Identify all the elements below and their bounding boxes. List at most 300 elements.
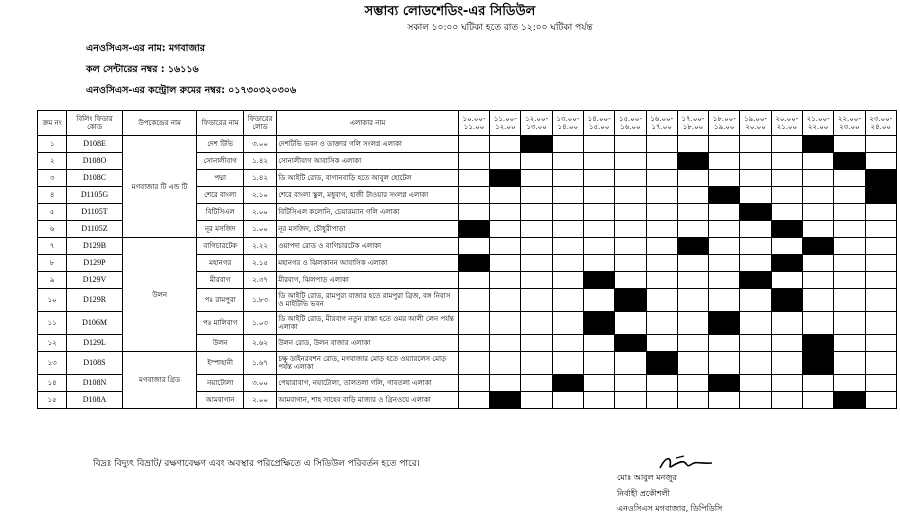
loadshed-slot-off bbox=[521, 187, 552, 204]
loadshed-slot-off bbox=[490, 221, 521, 238]
loadshed-slot-off bbox=[740, 392, 771, 409]
loadshed-slot-off bbox=[552, 221, 583, 238]
loadshed-slot-off bbox=[552, 255, 583, 272]
loadshed-slot-off bbox=[584, 289, 615, 312]
feeder-code-cell: D129R bbox=[67, 289, 123, 312]
serial-cell: ১৪ bbox=[38, 375, 67, 392]
loadshed-slot-off bbox=[490, 136, 521, 153]
time-slot-header: ১৯.০০- ২০.০০ bbox=[740, 111, 771, 136]
loadshed-slot-off bbox=[584, 238, 615, 255]
loadshed-slot-off bbox=[584, 204, 615, 221]
loadshed-slot-off bbox=[834, 335, 865, 352]
loadshed-slot-on bbox=[771, 221, 802, 238]
loadshed-slot-on bbox=[458, 255, 489, 272]
loadshed-slot-off bbox=[646, 255, 677, 272]
loadshed-slot-off bbox=[521, 204, 552, 221]
loadshed-slot-off bbox=[584, 187, 615, 204]
loadshed-slot-off bbox=[458, 204, 489, 221]
loadshed-slot-off bbox=[458, 312, 489, 335]
serial-cell: ৩ bbox=[38, 170, 67, 187]
loadshed-slot-on bbox=[677, 238, 708, 255]
feeder-load-cell: ১.০০ bbox=[243, 221, 276, 238]
feeder-code-cell: D1105G bbox=[67, 187, 123, 204]
feeder-name-cell: মীরবাগ bbox=[197, 272, 243, 289]
loadshed-slot-on bbox=[677, 153, 708, 170]
feeder-name-cell: পদ্মা bbox=[197, 170, 243, 187]
loadshed-slot-on bbox=[490, 170, 521, 187]
loadshed-slot-off bbox=[677, 272, 708, 289]
loadshed-slot-off bbox=[584, 255, 615, 272]
feeder-code-cell: D108E bbox=[67, 136, 123, 153]
serial-cell: ১৫ bbox=[38, 392, 67, 409]
loadshed-slot-on bbox=[802, 352, 833, 375]
loadshed-slot-off bbox=[584, 352, 615, 375]
loadshed-slot-off bbox=[771, 170, 802, 187]
time-slot-header: ১৫.০০- ১৬.০০ bbox=[615, 111, 646, 136]
loadshed-slot-off bbox=[865, 272, 896, 289]
loadshed-slot-off bbox=[521, 375, 552, 392]
loadshed-slot-off bbox=[458, 352, 489, 375]
loadshed-slot-on bbox=[802, 238, 833, 255]
loadshed-slot-off bbox=[865, 289, 896, 312]
area-cell: আমবাগান, শাহ সাহেব বাড়ি মাজার ও গ্রিনওয়ে এলাকা bbox=[277, 392, 459, 409]
feeder-name-cell: বিটিসিএল bbox=[197, 204, 243, 221]
control-room-number: এনওসিএস-এর কন্ট্রোল রুমের নম্বর: ০১৭৩০৩২০৩০৬ bbox=[86, 85, 297, 96]
serial-cell: ৪ bbox=[38, 187, 67, 204]
loadshed-slot-off bbox=[834, 312, 865, 335]
loadshed-slot-off bbox=[584, 153, 615, 170]
loadshed-slot-off bbox=[552, 187, 583, 204]
substation-cell: মগবাজার গ্রিড bbox=[122, 352, 197, 409]
substation-cell: উলন bbox=[122, 238, 197, 352]
feeder-load-cell: ১.৪২ bbox=[243, 153, 276, 170]
feeder-code-cell: D129L bbox=[67, 335, 123, 352]
feeder-name-cell: পঃ রামপুরা bbox=[197, 289, 243, 312]
loadshed-slot-off bbox=[740, 312, 771, 335]
loadshed-slot-off bbox=[834, 272, 865, 289]
loadshed-slot-on bbox=[584, 272, 615, 289]
loadshed-slot-on bbox=[740, 272, 771, 289]
loadshed-slot-off bbox=[834, 187, 865, 204]
loadshed-slot-off bbox=[802, 255, 833, 272]
feeder-name-cell: বাগিচারটেক bbox=[197, 238, 243, 255]
loadshed-slot-on bbox=[709, 187, 740, 204]
feeder-name-cell: নূর মসজিদ bbox=[197, 221, 243, 238]
loadshed-slot-off bbox=[584, 221, 615, 238]
time-slot-header: ১০.০০- ১১.০০ bbox=[458, 111, 489, 136]
loadshed-slot-off bbox=[646, 136, 677, 153]
loadshed-slot-off bbox=[490, 255, 521, 272]
loadshed-slot-off bbox=[677, 312, 708, 335]
loadshed-slot-off bbox=[521, 255, 552, 272]
loadshed-slot-off bbox=[646, 204, 677, 221]
loadshed-slot-off bbox=[677, 289, 708, 312]
serial-cell: ৫ bbox=[38, 204, 67, 221]
loadshed-slot-off bbox=[834, 289, 865, 312]
feeder-load-cell: ২.০০ bbox=[243, 392, 276, 409]
feeder-code-cell: D108O bbox=[67, 153, 123, 170]
loadshed-slot-off bbox=[521, 352, 552, 375]
loadshed-slot-off bbox=[865, 375, 896, 392]
loadshed-slot-on bbox=[615, 289, 646, 312]
feeder-code-cell: D1105T bbox=[67, 204, 123, 221]
loadshed-slot-off bbox=[646, 153, 677, 170]
loadshed-slot-off bbox=[740, 238, 771, 255]
loadshed-slot-off bbox=[865, 136, 896, 153]
feeder-name-cell: উলন bbox=[197, 335, 243, 352]
loadshed-slot-on bbox=[521, 136, 552, 153]
substation-cell: মগবাজার টি এন্ড টি bbox=[122, 136, 197, 238]
loadshed-slot-off bbox=[490, 238, 521, 255]
loadshed-slot-off bbox=[677, 335, 708, 352]
table-header-row bbox=[38, 111, 897, 136]
time-slot-header: ১৩.০০- ১৪.০০ bbox=[552, 111, 583, 136]
loadshed-slot-off bbox=[552, 312, 583, 335]
loadshed-slot-off bbox=[677, 392, 708, 409]
loadshed-slot-off bbox=[709, 352, 740, 375]
loadshed-slot-on bbox=[834, 392, 865, 409]
loadshed-slot-off bbox=[615, 352, 646, 375]
loadshed-slot-off bbox=[584, 136, 615, 153]
loadshed-slot-off bbox=[771, 392, 802, 409]
loadshed-slot-off bbox=[490, 272, 521, 289]
loadshed-slot-off bbox=[709, 392, 740, 409]
loadshed-slot-off bbox=[771, 335, 802, 352]
loadshed-slot-off bbox=[740, 136, 771, 153]
loadshed-slot-off bbox=[646, 170, 677, 187]
loadshed-slot-off bbox=[802, 170, 833, 187]
feeder-code-cell: D108S bbox=[67, 352, 123, 375]
loadshed-slot-off bbox=[740, 289, 771, 312]
loadshed-slot-off bbox=[865, 153, 896, 170]
loadshed-slot-off bbox=[521, 170, 552, 187]
loadshed-slot-off bbox=[865, 238, 896, 255]
area-cell: মীরবাগ, ঝিলপাড় এলাকা bbox=[277, 272, 459, 289]
feeder-load-cell: ২.২২ bbox=[243, 238, 276, 255]
serial-cell: ১৩ bbox=[38, 352, 67, 375]
time-slot-header: ২৩.০০- ২৪.০০ bbox=[865, 111, 896, 136]
loadshed-slot-off bbox=[646, 238, 677, 255]
loadshed-slot-off bbox=[802, 375, 833, 392]
loadshed-slot-off bbox=[865, 204, 896, 221]
signer-title: নির্বাহী প্রকৌশলী bbox=[617, 489, 670, 498]
area-cell: নূর মসজিদ, চৌধুরীপাড়া bbox=[277, 221, 459, 238]
table-row bbox=[38, 352, 897, 375]
loadshed-slot-off bbox=[646, 375, 677, 392]
loadshed-slot-off bbox=[709, 204, 740, 221]
feeder-name-cell: মহানগর bbox=[197, 255, 243, 272]
feeder-load-cell: ১.৬৭ bbox=[243, 352, 276, 375]
loadshed-slot-off bbox=[615, 272, 646, 289]
loadshed-slot-off bbox=[458, 289, 489, 312]
serial-cell: ৬ bbox=[38, 221, 67, 238]
serial-cell: ৮ bbox=[38, 255, 67, 272]
loadshed-slot-off bbox=[521, 392, 552, 409]
serial-cell: ২ bbox=[38, 153, 67, 170]
loadshed-slot-off bbox=[458, 153, 489, 170]
loadshed-slot-off bbox=[709, 153, 740, 170]
loadshed-slot-off bbox=[552, 392, 583, 409]
loadshed-slot-on bbox=[865, 187, 896, 204]
loadshed-slot-off bbox=[802, 204, 833, 221]
loadshed-slot-off bbox=[834, 255, 865, 272]
loadshed-slot-off bbox=[490, 187, 521, 204]
page-title: সম্ভাব্য লোডশেডিং-এর সিডিউল bbox=[364, 4, 536, 19]
loadshed-slot-off bbox=[552, 335, 583, 352]
loadshed-slot-off bbox=[802, 153, 833, 170]
page-subtitle: সকাল ১০:০০ ঘটিকা হতে রাত ১২:০০ ঘটিকা পর্যন্ত bbox=[407, 23, 593, 33]
loadshed-slot-off bbox=[490, 153, 521, 170]
signer-name: মোঃ আবুল মনজুর bbox=[617, 473, 677, 482]
loadshed-slot-off bbox=[615, 375, 646, 392]
area-cell: উলন রোড, উলন বাজার এলাকা bbox=[277, 335, 459, 352]
loadshed-slot-off bbox=[615, 392, 646, 409]
loadshed-slot-on bbox=[552, 375, 583, 392]
loadshed-slot-off bbox=[677, 136, 708, 153]
feeder-name-cell: পঃ মালিবাগ bbox=[197, 312, 243, 335]
loadshed-slot-on bbox=[865, 170, 896, 187]
loadshed-slot-off bbox=[458, 335, 489, 352]
loadshed-slot-off bbox=[615, 238, 646, 255]
loadshed-slot-off bbox=[552, 170, 583, 187]
loadshed-slot-off bbox=[802, 392, 833, 409]
loadshed-slot-off bbox=[740, 170, 771, 187]
loadshed-slot-off bbox=[709, 289, 740, 312]
feeder-code-cell: D129V bbox=[67, 272, 123, 289]
area-cell: সোনালীবাগ আবাসিক এলাকা bbox=[277, 153, 459, 170]
loadshed-slot-off bbox=[709, 255, 740, 272]
loadshed-slot-off bbox=[771, 312, 802, 335]
loadshed-slot-off bbox=[771, 204, 802, 221]
loadshed-slot-off bbox=[615, 170, 646, 187]
area-cell: ওয়াপদা রোড ও বাগিচারটেক এলাকা bbox=[277, 238, 459, 255]
loadshed-slot-on bbox=[771, 255, 802, 272]
loadshed-slot-off bbox=[521, 312, 552, 335]
loadshed-slot-off bbox=[615, 312, 646, 335]
loadshed-slot-on bbox=[646, 352, 677, 375]
loadshed-slot-off bbox=[584, 392, 615, 409]
loadshed-slot-off bbox=[646, 187, 677, 204]
loadshed-slot-off bbox=[677, 352, 708, 375]
loadshed-slot-off bbox=[771, 238, 802, 255]
loadshed-slot-off bbox=[615, 255, 646, 272]
loadshed-slot-off bbox=[615, 204, 646, 221]
feeder-name-cell: ইস্পাহানী bbox=[197, 352, 243, 375]
loadshed-slot-off bbox=[552, 289, 583, 312]
time-slot-header: ১৪.০০- ১৫.০০ bbox=[584, 111, 615, 136]
feeder-load-cell: ১.০৩ bbox=[243, 312, 276, 335]
time-slot-header: ১১.০০- ১২.০০ bbox=[490, 111, 521, 136]
feeder-name-cell: নয়াটোলা bbox=[197, 375, 243, 392]
time-slot-header: ১২.০০- ১৩.০০ bbox=[521, 111, 552, 136]
loadshed-slot-off bbox=[646, 312, 677, 335]
area-cell: ডি আইটি রোড, মীরবাগ নতুন রাস্তা হতে ওমর আলী লেন পর্যন্ত এলাকা bbox=[277, 312, 459, 335]
feeder-code-cell: D129P bbox=[67, 255, 123, 272]
loadshed-slot-off bbox=[615, 136, 646, 153]
loadshed-slot-on bbox=[740, 204, 771, 221]
col-header-serial: ক্রম নং bbox=[38, 111, 67, 136]
loadshed-slot-off bbox=[771, 272, 802, 289]
area-cell: পেয়ারাবাগ, নয়াটোলা, তালতলা গলি, গাবতলা এলাকা bbox=[277, 375, 459, 392]
loadshed-slot-off bbox=[802, 272, 833, 289]
loadshed-slot-off bbox=[552, 272, 583, 289]
feeder-load-cell: ৩.০০ bbox=[243, 375, 276, 392]
loadshed-slot-off bbox=[865, 255, 896, 272]
loadshed-slot-off bbox=[490, 375, 521, 392]
loadshed-slot-off bbox=[615, 187, 646, 204]
loadshed-slot-off bbox=[552, 238, 583, 255]
loadshed-slot-off bbox=[740, 153, 771, 170]
loadshed-slot-on bbox=[709, 375, 740, 392]
loadshed-slot-off bbox=[646, 335, 677, 352]
loadshed-slot-off bbox=[521, 238, 552, 255]
table-row bbox=[38, 238, 897, 255]
loadshed-slot-off bbox=[771, 136, 802, 153]
footnote: বিদ্রঃ বিদ্যুৎ বিভ্রাট/ রক্ষণাবেক্ষণ এবং অবস্থার পরিপ্রেক্ষিতে এ সিডিউল পরিবর্তন হতে পারে। bbox=[93, 459, 420, 469]
loadshed-slot-off bbox=[677, 221, 708, 238]
loadshed-slot-off bbox=[709, 335, 740, 352]
loadshed-slot-off bbox=[834, 204, 865, 221]
loadshed-slot-off bbox=[834, 136, 865, 153]
signature-image bbox=[656, 452, 716, 474]
loadshed-slot-off bbox=[740, 335, 771, 352]
loadshed-slot-off bbox=[834, 238, 865, 255]
loadshed-slot-off bbox=[521, 289, 552, 312]
feeder-load-cell: ১.৮৩ bbox=[243, 289, 276, 312]
feeder-load-cell: ২.৬২ bbox=[243, 335, 276, 352]
loadshed-slot-off bbox=[521, 221, 552, 238]
loadshed-slot-on bbox=[584, 312, 615, 335]
feeder-code-cell: D1105Z bbox=[67, 221, 123, 238]
col-header-feeder-load: ফিডারের লোড bbox=[243, 111, 276, 136]
loadshed-slot-off bbox=[646, 272, 677, 289]
area-cell: শেরে বাংলা স্কুল, মধুবাগ, হাজী টাওয়ার সংলগ্ন এলাকা bbox=[277, 187, 459, 204]
loadshed-slot-off bbox=[802, 289, 833, 312]
loadshed-slot-off bbox=[709, 136, 740, 153]
area-cell: ডি আইটি রোড, রামপুরা বাজার হতে রামপুরা ব্রিজ, বঙ্গ নিবাস ও মাইটিভি ভবন bbox=[277, 289, 459, 312]
loadshed-slot-off bbox=[834, 170, 865, 187]
feeder-name-cell: দেশ টিভি bbox=[197, 136, 243, 153]
loadshed-slot-off bbox=[521, 153, 552, 170]
loadshed-slot-off bbox=[771, 153, 802, 170]
loadshed-slot-off bbox=[740, 255, 771, 272]
signer-office: এনওসিএস মগবাজার, ডিপিডিসি bbox=[617, 504, 723, 513]
loadshed-slot-off bbox=[802, 221, 833, 238]
serial-cell: ৯ bbox=[38, 272, 67, 289]
loadshed-slot-off bbox=[458, 392, 489, 409]
loadshed-slot-off bbox=[802, 187, 833, 204]
loadshed-slot-off bbox=[615, 221, 646, 238]
serial-cell: ১২ bbox=[38, 335, 67, 352]
loadshed-slot-off bbox=[458, 272, 489, 289]
loadshed-slot-off bbox=[771, 375, 802, 392]
loadshed-slot-on bbox=[802, 136, 833, 153]
loadshed-slot-off bbox=[490, 335, 521, 352]
loadshed-slot-off bbox=[458, 136, 489, 153]
loadshed-slot-off bbox=[709, 238, 740, 255]
loadshed-slot-off bbox=[677, 170, 708, 187]
loadshed-slot-off bbox=[615, 153, 646, 170]
area-cell: দেশটিভি ভবন ও ডাক্তার গলি সংলগ্ন এলাকা bbox=[277, 136, 459, 153]
loadshed-slot-off bbox=[865, 312, 896, 335]
feeder-code-cell: D106M bbox=[67, 312, 123, 335]
loadshed-slot-off bbox=[490, 312, 521, 335]
loadshed-slot-off bbox=[646, 221, 677, 238]
loadshed-slot-off bbox=[771, 352, 802, 375]
loadshed-slot-off bbox=[584, 375, 615, 392]
loadshed-slot-off bbox=[646, 392, 677, 409]
feeder-load-cell: ৩.০০ bbox=[243, 136, 276, 153]
loadshed-slot-off bbox=[490, 204, 521, 221]
loadshed-slot-off bbox=[709, 170, 740, 187]
loadshed-slot-off bbox=[552, 352, 583, 375]
loadshed-slot-on bbox=[771, 289, 802, 312]
loadshed-slot-off bbox=[458, 375, 489, 392]
loadshed-slot-off bbox=[740, 352, 771, 375]
loadshed-slot-off bbox=[584, 170, 615, 187]
feeder-code-cell: D108N bbox=[67, 375, 123, 392]
loadshed-slot-off bbox=[740, 375, 771, 392]
loadshed-slot-off bbox=[834, 352, 865, 375]
feeder-name-cell: আমবাগান bbox=[197, 392, 243, 409]
feeder-load-cell: ২.১০ bbox=[243, 187, 276, 204]
loadshed-slot-off bbox=[584, 335, 615, 352]
loadshed-slot-off bbox=[521, 335, 552, 352]
loadshed-slot-off bbox=[552, 136, 583, 153]
feeder-code-cell: D129B bbox=[67, 238, 123, 255]
loadshed-slot-off bbox=[490, 352, 521, 375]
time-slot-header: ১৬.০০- ১৭.০০ bbox=[646, 111, 677, 136]
loadshed-slot-off bbox=[740, 221, 771, 238]
loadshed-slot-off bbox=[552, 153, 583, 170]
loadshed-slot-off bbox=[771, 187, 802, 204]
col-header-substation: উপকেন্দ্রের নাম bbox=[122, 111, 197, 136]
loadshed-slot-off bbox=[490, 289, 521, 312]
loadshed-slot-off bbox=[677, 255, 708, 272]
loadshed-slot-on bbox=[709, 312, 740, 335]
loadshed-slot-off bbox=[709, 272, 740, 289]
loadshed-slot-off bbox=[865, 221, 896, 238]
loadshed-slot-off bbox=[865, 352, 896, 375]
loadshed-slot-on bbox=[458, 221, 489, 238]
feeder-load-cell: ২.০০ bbox=[243, 204, 276, 221]
col-header-feeder-name: ফিডারের নাম bbox=[197, 111, 243, 136]
loadshed-slot-off bbox=[458, 238, 489, 255]
loadshed-slot-off bbox=[552, 204, 583, 221]
feeder-load-cell: ১.৪২ bbox=[243, 170, 276, 187]
loadshed-slot-on bbox=[802, 335, 833, 352]
call-center-number: কল সেন্টারের নম্বর : ১৬১১৬ bbox=[86, 64, 199, 75]
area-cell: চক্ষু ডাইনরবশন রোড, মগবাজার মোড় হতে ওয়্যারলেস মোড় পর্যন্ত এলাকা bbox=[277, 352, 459, 375]
col-header-feeder-code: বিলিং ফিডার কোড bbox=[67, 111, 123, 136]
feeder-code-cell: D108C bbox=[67, 170, 123, 187]
loadshed-slot-off bbox=[709, 221, 740, 238]
area-cell: বিটিসিএল কলোনি, চেয়ারম্যান গলি এলাকা bbox=[277, 204, 459, 221]
col-header-area: এলাকার নাম bbox=[277, 111, 459, 136]
loadshed-slot-off bbox=[677, 204, 708, 221]
loadshed-slot-off bbox=[865, 392, 896, 409]
loadshed-slot-off bbox=[677, 375, 708, 392]
feeder-load-cell: ২.৩৭ bbox=[243, 272, 276, 289]
serial-cell: ৭ bbox=[38, 238, 67, 255]
time-slot-header: ২২.০০- ২৩.০০ bbox=[834, 111, 865, 136]
serial-cell: ১০ bbox=[38, 289, 67, 312]
time-slot-header: ১৭.০০- ১৮.০০ bbox=[677, 111, 708, 136]
loadshed-slot-off bbox=[646, 289, 677, 312]
loadshed-slot-on bbox=[490, 392, 521, 409]
loadshed-slot-off bbox=[802, 312, 833, 335]
loadshed-slot-off bbox=[458, 170, 489, 187]
